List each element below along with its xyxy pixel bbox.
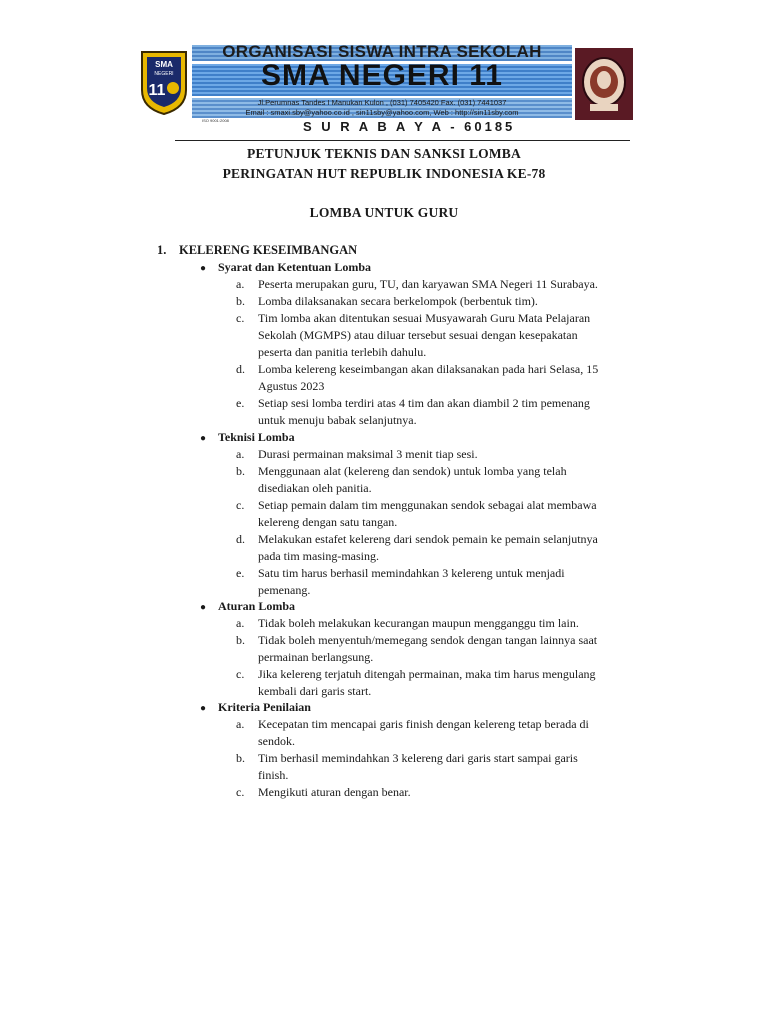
item-text: pemenang. [258,583,311,597]
item-label: e. [236,566,245,580]
subsection-heading [200,429,295,447]
item-label: d. [236,532,245,546]
item-text: sendok. [258,734,295,748]
osis-logo-icon [575,48,633,120]
subsection-heading [200,259,371,277]
item-text: Kecepatan tim mencapai garis finish dengan kelereng tetap berada di [258,717,589,731]
item-text: Lomba kelereng keseimbangan akan dilaksanakan pada hari Selasa, 15 [258,362,599,376]
item-label: d. [236,362,245,376]
subsection-heading [200,699,311,717]
item-text: Lomba dilaksanakan secara berkelompok (berbentuk tim). [258,294,538,308]
item-text: Setiap pemain dalam tim menggunakan sendok sebagai alat membawa [258,498,597,512]
subsection-title: Kriteria Penilaian [218,700,311,714]
item-text: Melakukan estafet kelereng dari sendok pemain ke pemain selanjutnya [258,532,598,546]
city-postal: S U R A B A Y A - 60185 [303,119,516,134]
item-text: Peserta merupakan guru, TU, dan karyawan SMA Negeri 11 Surabaya. [258,277,598,291]
item-label: a. [236,447,245,461]
item-text: Mengikuti aturan dengan benar. [258,785,411,799]
item-text: Satu tim harus berhasil memindahkan 3 kelereng untuk menjadi [258,566,565,580]
bullet-icon: ● [200,602,207,613]
item-text: disediakan oleh panitia. [258,481,372,495]
item-label: c. [236,498,245,512]
section-number: 1. [157,243,167,257]
item-text: Setiap sesi lomba terdiri atas 4 tim dan akan diambil 2 tim pemenang [258,396,590,410]
item-label: b. [236,633,245,647]
subsection-title: Syarat dan Ketentuan Lomba [218,260,372,274]
item-text: Tim berhasil memindahkan 3 kelereng dari garis start sampai garis [258,751,578,765]
item-text: pada tim masing-masing. [258,549,379,563]
section-title: KELERENG KESEIMBANGAN [179,243,358,257]
item-text: Tidak boleh melakukan kecurangan maupun mengganggu tim lain. [258,616,579,630]
item-label: c. [236,311,245,325]
document-title-line2: PERINGATAN HUT REPUBLIK INDONESIA KE-78 [222,166,546,181]
bullet-icon: ● [200,703,207,714]
document-subtitle: LOMBA UNTUK GURU [309,205,459,220]
item-text: permainan berlangsung. [258,650,374,664]
item-label: e. [236,396,245,410]
item-text: Agustus 2023 [258,379,325,393]
letterhead-divider [175,140,630,141]
email-line: Email : smaxi.sby@yahoo.co.id , sin11sby@yahoo.com, Web : http://sin11sby.com [245,108,519,117]
document-title-line1: PETUNJUK TEKNIS DAN SANKSI LOMBA [247,146,521,161]
item-text: Tidak boleh menyentuh/memegang sendok dengan tangan lainnya saat [258,633,598,647]
section-heading [157,242,357,258]
item-text: kembali dari garis start. [258,684,372,698]
svg-text:11: 11 [148,82,166,99]
item-label: b. [236,294,245,308]
item-text: Jika kelereng terjatuh ditengah permainan, maka tim harus mengulang [258,667,596,681]
svg-text:NEGERI: NEGERI [154,71,174,77]
item-text: Sekolah (MGMPS) atau diluar tersebut sesuai dengan kesepakatan [258,328,578,342]
school-logo-icon [138,48,190,116]
item-label: a. [236,717,245,731]
svg-text:SMA: SMA [155,60,173,69]
iso-certification: ISO 9001:2008 [202,118,229,123]
item-label: a. [236,277,245,291]
letterhead [138,44,634,148]
item-text: peserta dan panitia terlebih dahulu. [258,345,427,359]
item-label: c. [236,667,245,681]
item-text: Durasi permainan maksimal 3 menit tiap sesi. [258,447,478,461]
letterhead-banner [192,44,572,119]
item-label: b. [236,464,245,478]
bullet-icon: ● [200,433,207,444]
item-label: b. [236,751,245,765]
bullet-icon: ● [200,263,207,274]
organization-title: ORGANISASI SISWA INTRA SEKOLAH [222,42,542,61]
school-name: SMA NEGERI 11 [261,59,503,92]
subsection-title: Aturan Lomba [218,599,296,613]
item-text: finish. [258,768,289,782]
address-line: Jl.Perumnas Tandes I Manukan Kulon , (031) 7405420 Fax. (031) 7441037 [257,98,507,107]
item-text: Tim lomba akan ditentukan sesuai Musyawarah Guru Mata Pelajaran [258,311,591,325]
item-text: kelereng dengan satu tangan. [258,515,398,529]
item-text: Menggunaan alat (kelereng dan sendok) untuk lomba yang telah [258,464,567,478]
subsection-title: Teknisi Lomba [218,430,295,444]
subsection-heading [200,598,295,616]
item-label: a. [236,616,245,630]
item-label: c. [236,785,245,799]
item-text: untuk menuju babak selanjutnya. [258,413,417,427]
